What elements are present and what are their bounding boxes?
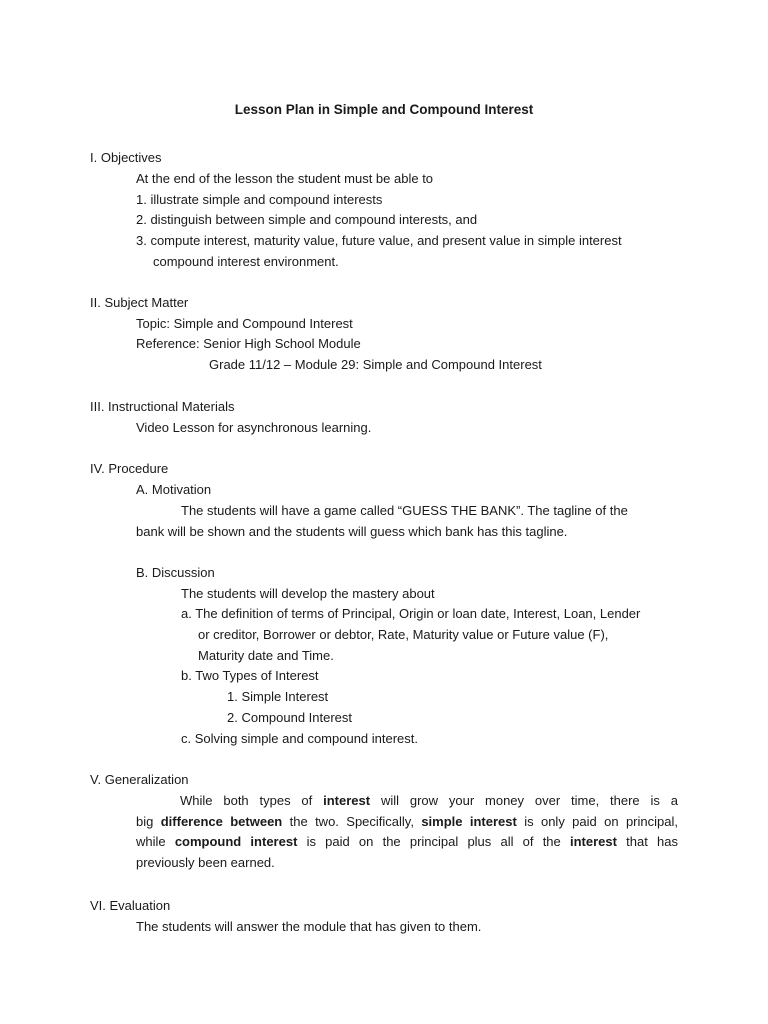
objective-item: 3. compute interest, maturity value, future value, and present value in simple interest [136,233,622,248]
section-heading-subject-matter: II. Subject Matter [90,295,189,310]
discussion-item-b: b. Two Types of Interest [181,668,319,683]
objective-item: 1. illustrate simple and compound interests [136,192,383,207]
subject-reference: Reference: Senior High School Module [136,336,361,351]
discussion-item-a-continuation: Maturity date and Time. [198,648,334,663]
discussion-item-c: c. Solving simple and compound interest. [181,731,419,746]
evaluation-text: The students will answer the module that has given to them. [136,919,482,934]
materials-text: Video Lesson for asynchronous learning. [136,420,372,435]
motivation-text: The students will have a game called “GUESS THE BANK”. The tagline of the [181,503,628,518]
motivation-text-continuation: bank will be shown and the students will guess which bank has this tagline. [136,524,568,539]
interest-type-item: 2. Compound Interest [227,710,353,725]
discussion-intro: The students will develop the mastery about [181,586,435,601]
generalization-paragraph-line: while compound interest is paid on the principal plus all of the interest that has [136,834,678,849]
discussion-heading: B. Discussion [136,565,215,580]
subject-reference-continuation: Grade 11/12 – Module 29: Simple and Compound Interest [209,357,542,372]
document-title: Lesson Plan in Simple and Compound Interest [234,102,534,117]
generalization-paragraph-line: big difference between the two. Specifically, simple interest is only paid on principal, [136,814,678,829]
objective-item: 2. distinguish between simple and compound interests, and [136,212,478,227]
motivation-heading: A. Motivation [136,482,212,497]
discussion-item-a-continuation: or creditor, Borrower or debtor, Rate, Maturity value or Future value (F), [198,627,609,642]
objectives-intro: At the end of the lesson the student must be able to [136,171,434,186]
section-heading-generalization: V. Generalization [90,772,189,787]
section-heading-materials: III. Instructional Materials [90,399,235,414]
section-heading-procedure: IV. Procedure [90,461,169,476]
discussion-item-a: a. The definition of terms of Principal, Origin or loan date, Interest, Loan, Lender [181,606,641,621]
interest-type-item: 1. Simple Interest [227,689,329,704]
section-heading-objectives: I. Objectives [90,150,162,165]
generalization-paragraph-line: previously been earned. [136,855,275,870]
objective-item-continuation: compound interest environment. [153,254,339,269]
section-heading-evaluation: VI. Evaluation [90,898,171,913]
subject-topic: Topic: Simple and Compound Interest [136,316,353,331]
generalization-paragraph-line: While both types of interest will grow your money over time, there is a [180,793,678,808]
